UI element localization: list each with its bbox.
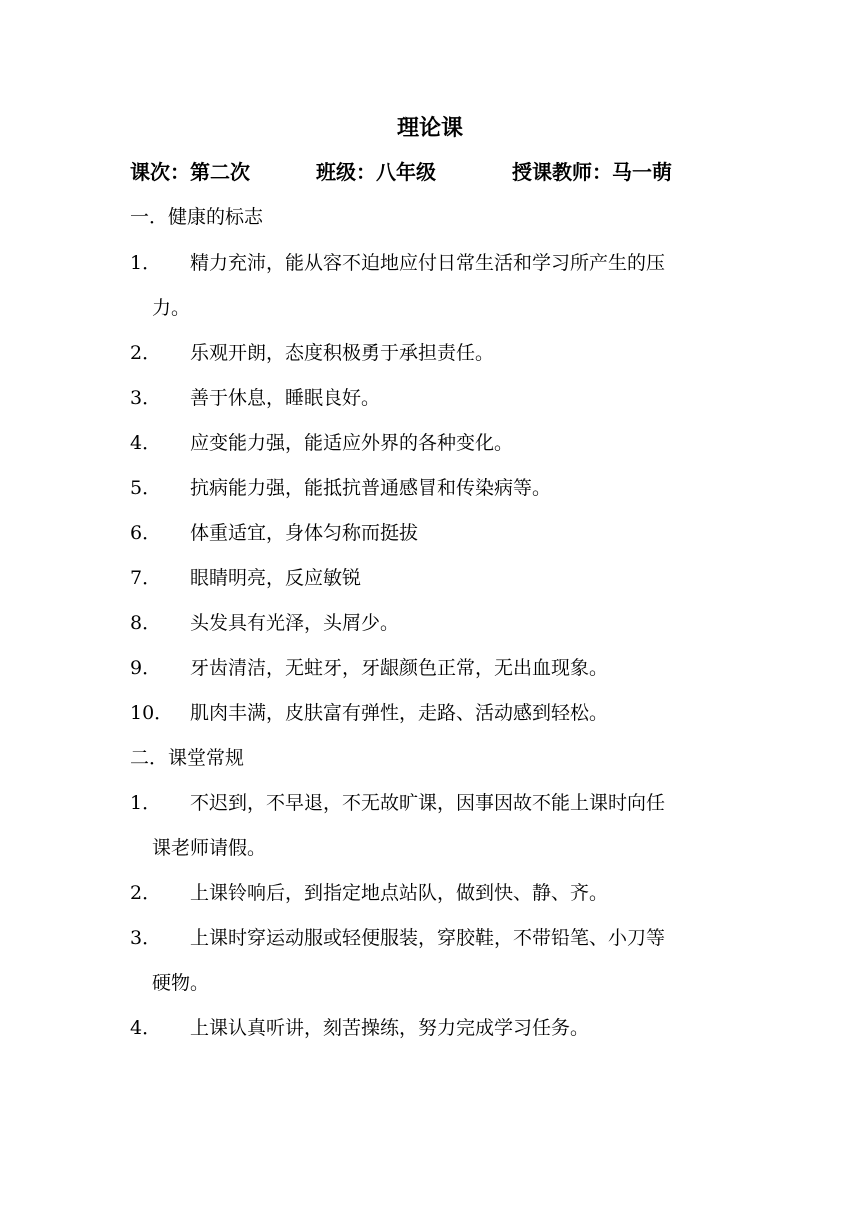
list-item-text: 牙齿清洁，无蛀牙，牙龈颜色正常，无出血现象。 [190,657,609,679]
list-item-text: 体重适宜，身体匀称而挺拔 [190,522,419,544]
list-item-text: 精力充沛，能从容不迫地应付日常生活和学习所产生的压 [190,252,666,274]
list-item-number: 6． [130,522,162,544]
list-item-number: 10． [130,702,174,724]
list-item-text: 上课铃响后，到指定地点站队，做到快、静、齐。 [190,882,609,904]
list-item-number: 4． [130,1017,162,1039]
list-item-text: 眼睛明亮，反应敏锐 [190,567,362,589]
teacher-name: 授课教师：马一萌 [512,160,672,184]
list-item-number: 3． [130,387,162,409]
list-item-number: 9． [130,657,162,679]
list-item-text: 上课时穿运动服或轻便服装，穿胶鞋，不带铅笔、小刀等 [190,927,666,949]
list-item-text: 善于休息，睡眠良好。 [190,387,381,409]
class-name: 班级：八年级 [316,160,436,184]
list-item-continuation: 课老师请假。 [152,837,267,859]
list-item-text: 乐观开朗，态度积极勇于承担责任。 [190,342,495,364]
lesson-number: 课次：第二次 [130,160,250,184]
list-item-number: 5． [130,477,162,499]
list-item-text: 肌肉丰满，皮肤富有弹性，走路、活动感到轻松。 [190,702,609,724]
list-item-text: 不迟到，不早退，不无故旷课，因事因故不能上课时向任 [190,792,666,814]
list-item-continuation: 力。 [152,297,191,319]
list-item-text: 应变能力强，能适应外界的各种变化。 [190,432,514,454]
list-item-number: 1． [130,792,162,814]
section-heading-classroom-rules: 二．课堂常规 [130,747,245,769]
list-item-number: 1． [130,252,162,274]
page-title: 理论课 [396,115,463,141]
list-item-number: 2． [130,882,162,904]
list-item-text: 抗病能力强，能抵抗普通感冒和传染病等。 [190,477,552,499]
list-item-continuation: 硬物。 [152,972,210,994]
section-heading-health: 一．健康的标志 [130,206,264,228]
list-item-number: 3． [130,927,162,949]
list-item-number: 8． [130,612,162,634]
list-item-number: 4． [130,432,162,454]
list-item-text: 上课认真听讲，刻苦操练，努力完成学习任务。 [190,1017,590,1039]
list-item-number: 2． [130,342,162,364]
list-item-text: 头发具有光泽，头屑少。 [190,612,400,634]
list-item-number: 7． [130,567,162,589]
